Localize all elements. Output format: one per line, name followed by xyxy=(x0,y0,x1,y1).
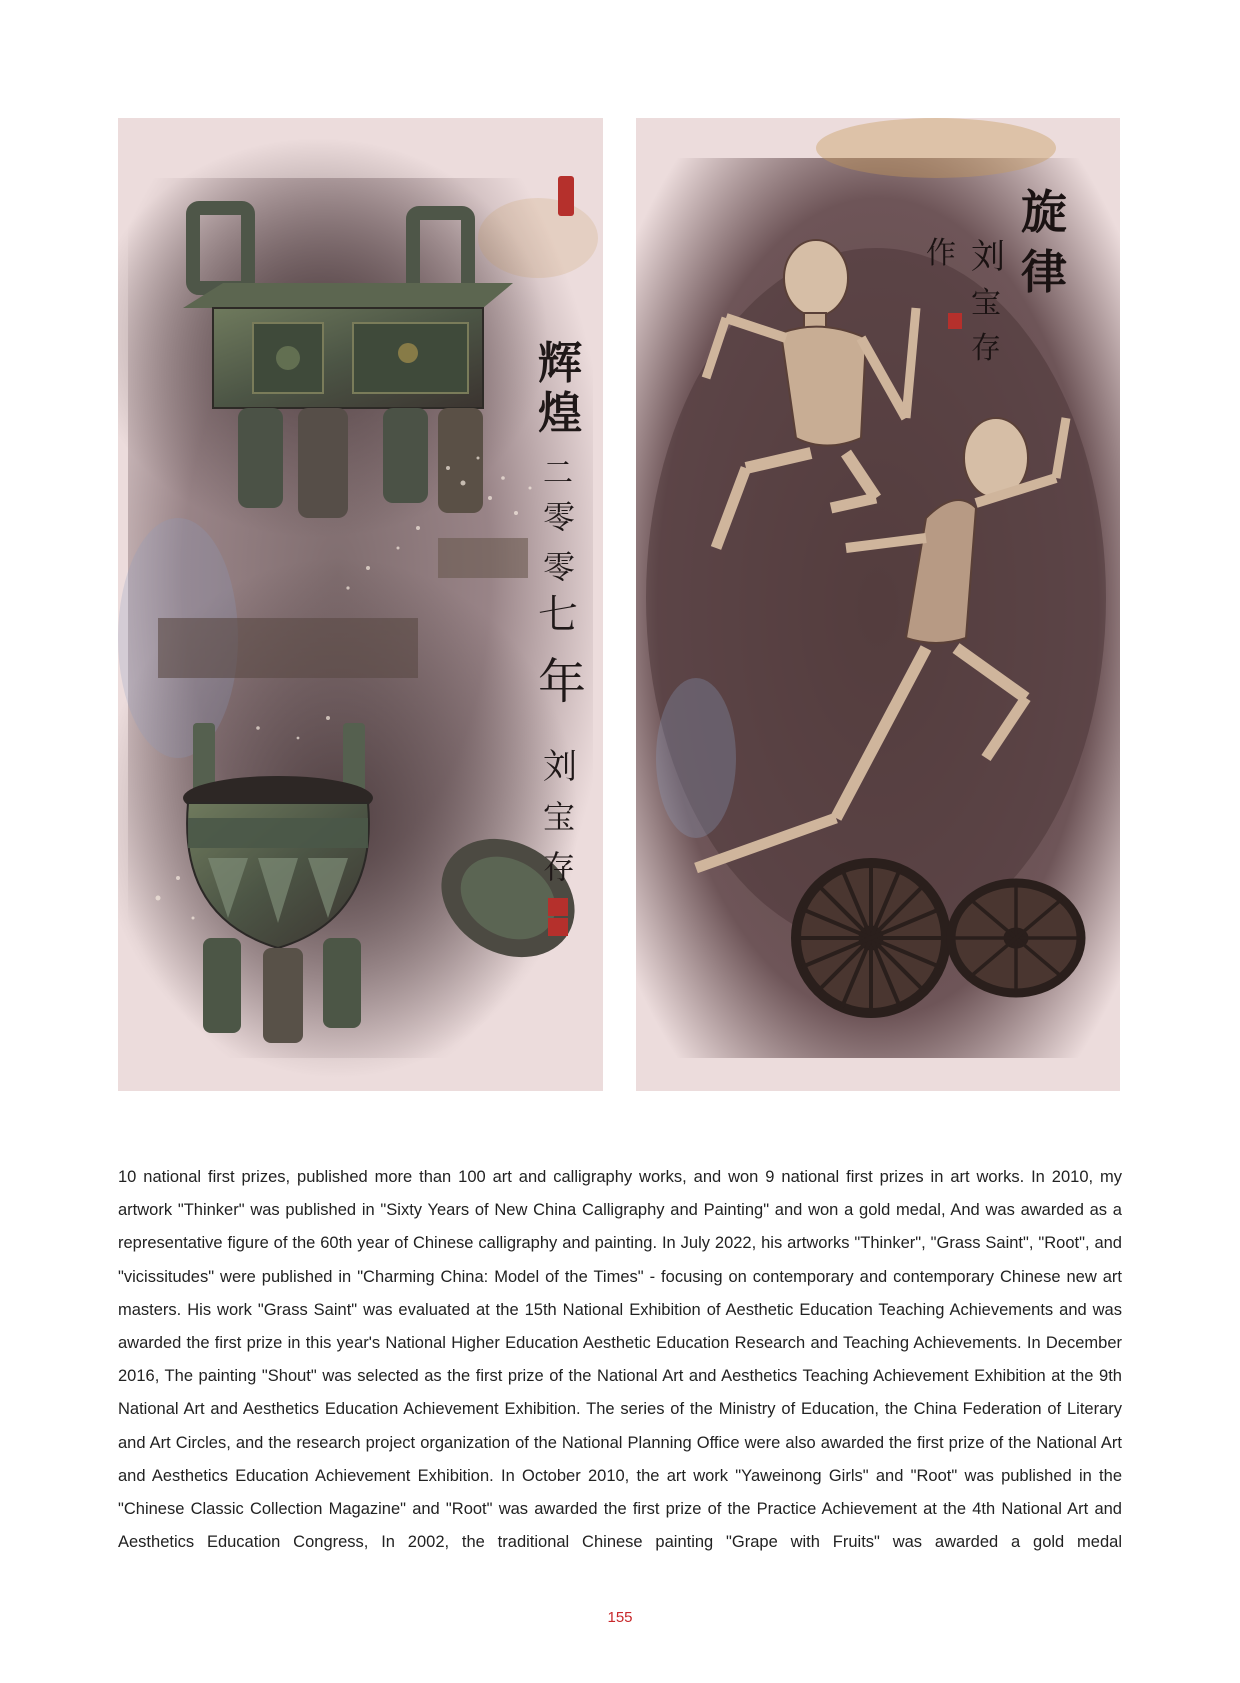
svg-text:宝: 宝 xyxy=(971,286,1001,321)
seal-top-left xyxy=(558,176,574,216)
svg-text:零: 零 xyxy=(543,498,576,536)
svg-text:煌: 煌 xyxy=(538,388,582,439)
seal-right xyxy=(948,313,962,329)
page-number: 155 xyxy=(607,1609,633,1626)
svg-text:二: 二 xyxy=(543,456,573,491)
svg-text:存: 存 xyxy=(971,331,1001,366)
svg-text:作: 作 xyxy=(926,236,956,271)
svg-text:存: 存 xyxy=(543,848,576,886)
svg-text:刘: 刘 xyxy=(971,237,1005,277)
svg-text:零: 零 xyxy=(543,548,576,586)
painting-bronze-vessels-image xyxy=(118,118,603,1091)
seal-bottom-left xyxy=(548,898,568,916)
painting-skeletons xyxy=(636,118,1120,1091)
svg-text:律: 律 xyxy=(1021,245,1067,299)
svg-text:旋: 旋 xyxy=(1021,185,1067,239)
svg-text:宝: 宝 xyxy=(543,798,576,836)
painting-bronze-vessels xyxy=(118,118,603,1091)
svg-text:辉: 辉 xyxy=(538,338,582,389)
svg-text:年: 年 xyxy=(538,654,587,710)
body-paragraph: 10 national first prizes, published more than 100 art and calligraphy works, and won 9 national first prizes in art works. In 2010, my artwork "Thinker" was published in "Sixty Years of New China Calligraphy and Painting" and won a gold medal, And was awarded as a representative figure of the 60th year of Chinese calligraphy and painting. In July 2022, his artworks "Thinker", "Grass Saint", "Root", and "vicissitudes" were published in "Charming China: Model of the Times" - focusing on contemporary and contemporary Chinese new art masters. His work "Grass Saint" was evaluated at the 15th National Exhibition of Aesthetic Education Teaching Achievements and was awarded the first prize in this year's National Higher Education Aesthetic Education Research and Teaching Achievements. In December 2016, The painting "Shout" was selected as the first prize of the National Art and Aesthetics Teaching Achievement Exhibition at the 9th National Art and Aesthetics Education Achievement Exhibition. The series of the Ministry of Education, the China Federation of Literary and Art Circles, and the research project organization of the National Planning Office were also awarded the first prize of the National Art and Aesthetics Education Achievement Exhibition. In October 2010, the art work "Yaweinong Girls" and "Root" was published in the "Chinese Classic Collection Magazine" and "Root" was awarded the first prize of the Practice Achievement at the 4th National Art and Aesthetics Education Congress, In 2002, the traditional Chinese painting "Grape with Fruits" was awarded a gold medal xyxy=(118,1168,1122,1552)
painting-skeletons-image xyxy=(636,118,1120,1091)
svg-text:七: 七 xyxy=(538,592,578,638)
svg-text:刘: 刘 xyxy=(543,747,577,787)
